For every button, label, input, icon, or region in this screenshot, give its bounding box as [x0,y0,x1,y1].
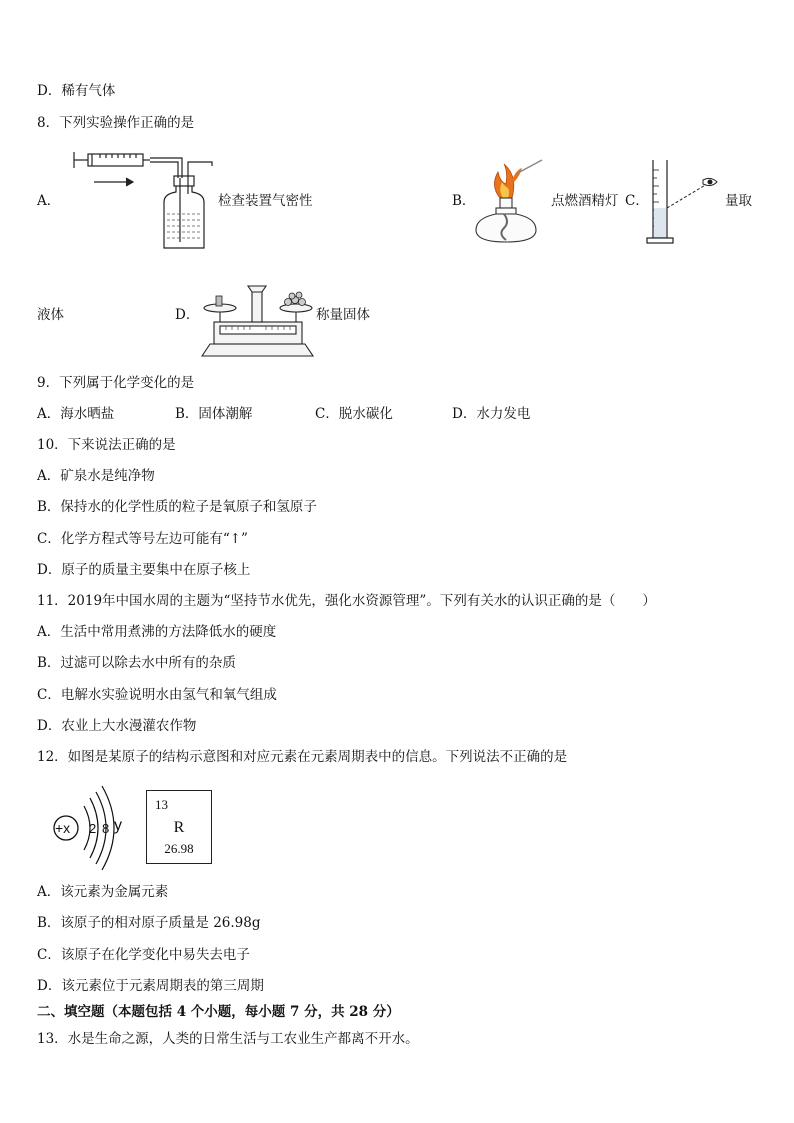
q12-option-b: B．该原子的相对原子质量是 26.98g [37,915,261,931]
q8-option-c-label: C． [625,193,649,209]
q10-option-b: B．保持水的化学性质的粒子是氧原子和氢原子 [37,499,317,515]
q11-stem: 11．2019年中国水周的主题为“坚持节水优先，强化水资源管理”。下列有关水的认识正确的是（ ） [37,593,656,609]
q7-option-d: D．稀有气体 [37,83,116,99]
q13-stem: 13．水是生命之源，人类的日常生活与工农业生产都离不开水。 [37,1031,419,1047]
q8-option-c-text-2: 液体 [37,307,64,323]
balance-scale-figure [200,282,315,358]
element-symbol: R [173,819,185,836]
q12-option-a: A．该元素为金属元素 [37,884,169,900]
q9-option-a: A．海水晒盐 [37,406,115,422]
q10-option-d: D．原子的质量主要集中在原子核上 [37,562,251,578]
q8-option-a-text: 检查装置气密性 [218,193,313,209]
q8-option-a-label: A． [37,193,61,209]
q9-option-b: B．固体潮解 [175,406,253,422]
atomic-mass: 26.98 [164,841,194,856]
alcohol-lamp-figure [470,158,550,244]
q8-option-d-label: D． [175,307,200,323]
airtightness-apparatus-figure [70,148,215,250]
q11-option-c: C．电解水实验说明水由氢气和氧气组成 [37,687,277,703]
atom-shell-3-electrons: y [114,817,122,834]
q9-option-d: D．水力发电 [452,406,531,422]
q11-option-d: D．农业上大水漫灌农作物 [37,718,197,734]
atom-shell-2-electrons: 8 [102,821,110,836]
q12-option-c: C．该原子在化学变化中易失去电子 [37,947,250,963]
q8-option-b-text: 点燃酒精灯 [551,193,619,209]
atomic-number: 13 [155,797,168,812]
q11-option-b: B．过滤可以除去水中所有的杂质 [37,655,236,671]
q10-stem: 10．下来说法正确的是 [37,437,176,453]
q8-option-b-label: B． [452,193,476,209]
q10-option-c: C．化学方程式等号左边可能有“↑” [37,531,248,547]
atom-nucleus-charge: +x [55,820,71,836]
section-2-heading: 二、填空题（本题包括 4 个小题，每小题 7 分，共 28 分） [37,1004,400,1020]
q12-stem: 12．如图是某原子的结构示意图和对应元素在元素周期表中的信息。下列说法不正确的是 [37,749,568,765]
q12-option-d: D．该元素位于元素周期表的第三周期 [37,978,264,994]
q9-option-c: C．脱水碳化 [315,406,393,422]
q11-option-a: A．生活中常用煮沸的方法降低水的硬度 [37,624,277,640]
graduated-cylinder-figure [645,158,725,248]
q9-stem: 9．下列属于化学变化的是 [37,375,195,391]
q8-stem: 8．下列实验操作正确的是 [37,115,195,131]
q10-option-a: A．矿泉水是纯净物 [37,468,155,484]
periodic-table-cell [146,790,212,864]
q8-option-c-text-1: 量取 [725,193,752,209]
q8-option-d-text: 称量固体 [316,307,370,323]
atom-shell-1-electrons: 2 [89,821,97,836]
